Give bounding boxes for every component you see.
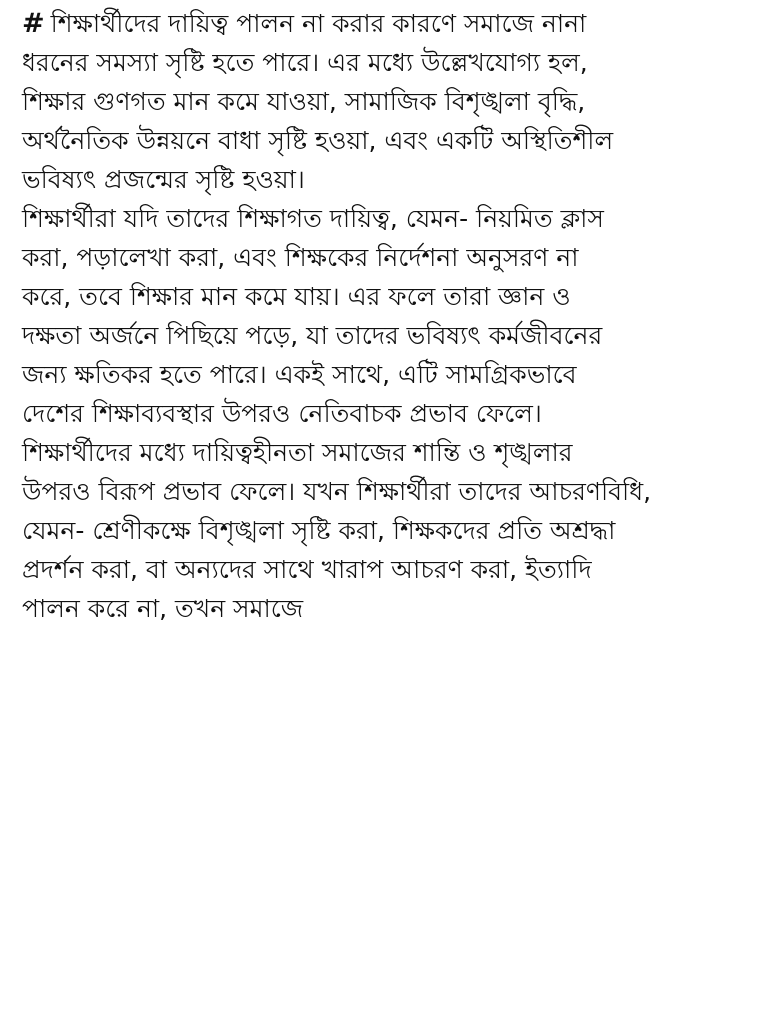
text-line: দক্ষতা অর্জনে পিছিয়ে পড়ে, যা তাদের ভবিষ্যৎ কর্মজীবনের <box>22 321 603 350</box>
text-line <box>22 4 752 43</box>
text-line: দেশের শিক্ষাব্যবস্থার উপরও নেতিবাচক প্রভাব ফেলে। <box>22 399 542 428</box>
text-line: শিক্ষার গুণগত মান কমে যাওয়া, সামাজিক বিশৃঙ্খলা বৃদ্ধি, <box>22 87 586 116</box>
text-line: করে, তবে শিক্ষার মান কমে যায়। এর ফলে তারা জ্ঞান ও <box>22 282 571 311</box>
paragraph-1 <box>22 4 752 199</box>
hash-marker: # <box>22 8 45 39</box>
document-body <box>22 4 752 628</box>
text-line: শিক্ষার্থীরা যদি তাদের শিক্ষাগত দায়িত্ব, যেমন- নিয়মিত ক্লাস <box>22 204 604 233</box>
text-line: পালন করে না, তখন সমাজে <box>22 594 304 623</box>
paragraph-3 <box>22 433 752 628</box>
text-line: করা, পড়ালেখা করা, এবং শিক্ষকের নির্দেশনা অনুসরণ না <box>22 243 579 272</box>
text-line: প্রদর্শন করা, বা অন্যদের সাথে খারাপ আচরণ করা, ইত্যাদি <box>22 555 592 584</box>
text-line: জন্য ক্ষতিকর হতে পারে। একই সাথে, এটি সামগ্রিকভাবে <box>22 360 577 389</box>
text-line: অর্থনৈতিক উন্নয়নে বাধা সৃষ্টি হওয়া, এবং একটি অস্থিতিশীল <box>22 126 614 155</box>
text-line: শিক্ষার্থীদের মধ্যে দায়িত্বহীনতা সমাজের শান্তি ও শৃঙ্খলার <box>22 438 573 467</box>
paragraph-2 <box>22 199 752 433</box>
text-line: ভবিষ্যৎ প্রজন্মের সৃষ্টি হওয়া। <box>22 165 305 194</box>
text-line-content: শিক্ষার্থীদের দায়িত্ব পালন না করার কারণে সমাজে নানা <box>50 9 587 38</box>
text-line: উপরও বিরূপ প্রভাব ফেলে। যখন শিক্ষার্থীরা তাদের আচরণবিধি, <box>22 477 652 506</box>
text-line: যেমন- শ্রেণীকক্ষে বিশৃঙ্খলা সৃষ্টি করা, শিক্ষকদের প্রতি অশ্রদ্ধা <box>22 516 616 545</box>
text-line: ধরনের সমস্যা সৃষ্টি হতে পারে। এর মধ্যে উল্লেখযোগ্য হল, <box>22 48 588 77</box>
